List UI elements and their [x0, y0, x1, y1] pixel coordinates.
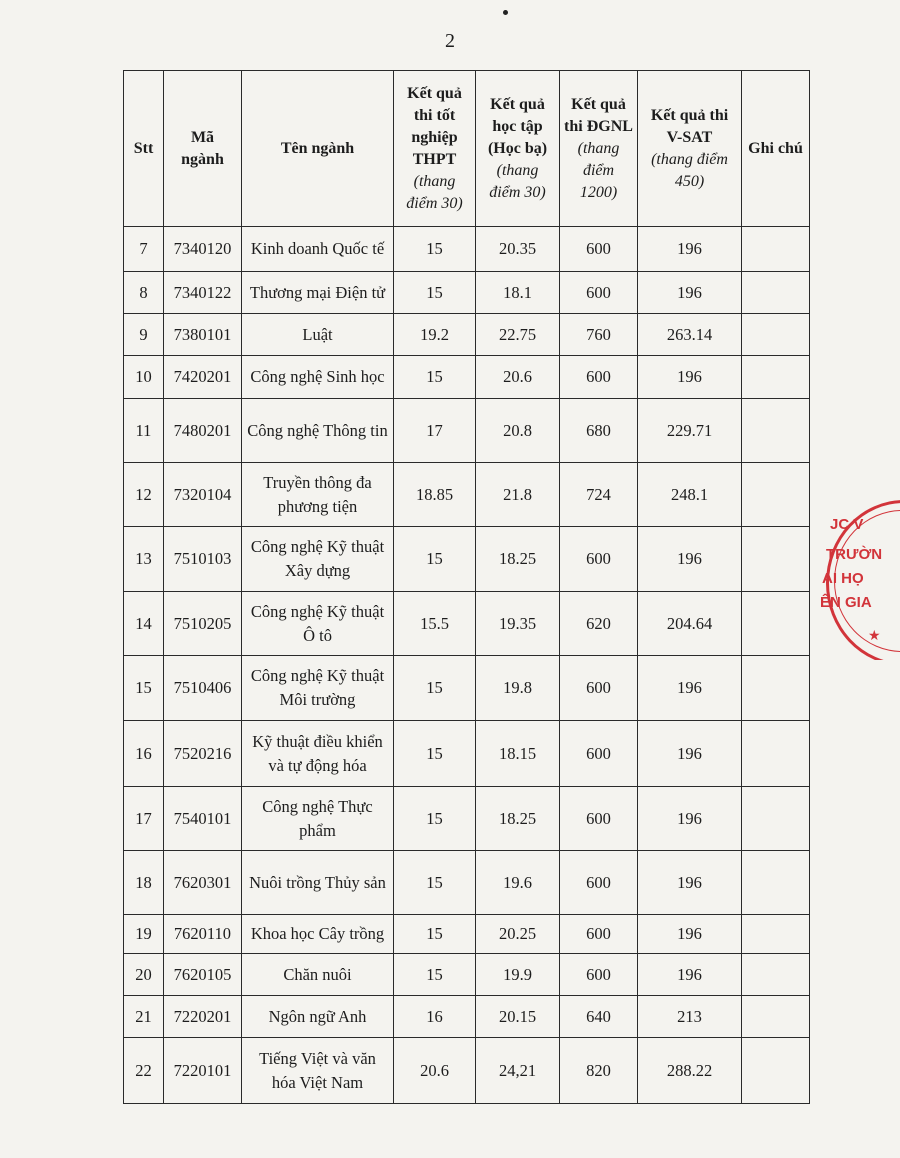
cell-note	[742, 996, 810, 1038]
table-header-row	[124, 71, 810, 227]
cell-hocba: 22.75	[476, 314, 560, 356]
cell-dgnl: 600	[560, 915, 638, 954]
cell-vsat: 196	[638, 356, 742, 399]
cell-stt: 19	[124, 915, 164, 954]
cell-code: 7510103	[164, 527, 242, 592]
cell-hocba: 18.25	[476, 787, 560, 851]
cell-vsat: 213	[638, 996, 742, 1038]
cell-code: 7480201	[164, 399, 242, 463]
cell-thpt: 15	[394, 954, 476, 996]
cell-code: 7620105	[164, 954, 242, 996]
cell-hocba: 19.6	[476, 851, 560, 915]
cell-hocba: 20.15	[476, 996, 560, 1038]
cell-name: Ngôn ngữ Anh	[242, 996, 394, 1038]
table-row	[124, 592, 810, 656]
cell-dgnl: 680	[560, 399, 638, 463]
cell-code: 7220201	[164, 996, 242, 1038]
cell-code: 7510205	[164, 592, 242, 656]
cell-thpt: 15	[394, 851, 476, 915]
cell-stt: 16	[124, 721, 164, 787]
cell-vsat: 196	[638, 527, 742, 592]
cell-hocba: 19.8	[476, 656, 560, 721]
cell-stt: 10	[124, 356, 164, 399]
cell-name: Công nghệ Sinh học	[242, 356, 394, 399]
cell-vsat: 196	[638, 656, 742, 721]
table-row	[124, 272, 810, 314]
cell-stt: 20	[124, 954, 164, 996]
cell-name: Thương mại Điện tử	[242, 272, 394, 314]
table-body	[124, 227, 810, 1104]
cell-dgnl: 600	[560, 527, 638, 592]
cell-hocba: 20.6	[476, 356, 560, 399]
table-row	[124, 996, 810, 1038]
cell-note	[742, 272, 810, 314]
cell-dgnl: 620	[560, 592, 638, 656]
cell-code: 7620301	[164, 851, 242, 915]
cell-note	[742, 314, 810, 356]
table-row	[124, 227, 810, 272]
cell-hocba: 20.35	[476, 227, 560, 272]
cell-note	[742, 463, 810, 527]
cell-dgnl: 600	[560, 272, 638, 314]
cell-thpt: 15	[394, 787, 476, 851]
header-vsat: Kết quả thi V-SAT (thang điểm 450)	[638, 71, 742, 227]
cell-thpt: 15	[394, 721, 476, 787]
cell-stt: 22	[124, 1038, 164, 1104]
cell-note	[742, 592, 810, 656]
cell-name: Kinh doanh Quốc tế	[242, 227, 394, 272]
cell-hocba: 21.8	[476, 463, 560, 527]
cell-code: 7620110	[164, 915, 242, 954]
cell-note	[742, 851, 810, 915]
cell-code: 7420201	[164, 356, 242, 399]
cell-hocba: 19.9	[476, 954, 560, 996]
cell-note	[742, 915, 810, 954]
cell-thpt: 15	[394, 915, 476, 954]
cell-dgnl: 600	[560, 851, 638, 915]
cell-name: Công nghệ Kỹ thuật Ô tô	[242, 592, 394, 656]
cell-note	[742, 954, 810, 996]
cell-name: Truyền thông đa phương tiện	[242, 463, 394, 527]
cell-dgnl: 600	[560, 656, 638, 721]
cell-stt: 9	[124, 314, 164, 356]
cell-thpt: 18.85	[394, 463, 476, 527]
cell-vsat: 263.14	[638, 314, 742, 356]
cell-code: 7340120	[164, 227, 242, 272]
cell-name: Công nghệ Kỹ thuật Xây dựng	[242, 527, 394, 592]
cell-vsat: 229.71	[638, 399, 742, 463]
cell-stt: 12	[124, 463, 164, 527]
cell-note	[742, 227, 810, 272]
cell-note	[742, 527, 810, 592]
cell-hocba: 20.25	[476, 915, 560, 954]
cell-dgnl: 600	[560, 227, 638, 272]
cell-stt: 21	[124, 996, 164, 1038]
header-hocba: Kết quả học tập (Học bạ) (thang điểm 30)	[476, 71, 560, 227]
cell-code: 7520216	[164, 721, 242, 787]
table-row	[124, 1038, 810, 1104]
cell-vsat: 196	[638, 227, 742, 272]
table-row	[124, 851, 810, 915]
cell-note	[742, 787, 810, 851]
cell-name: Công nghệ Thực phẩm	[242, 787, 394, 851]
scan-dot-mark	[503, 10, 508, 15]
cell-thpt: 15	[394, 656, 476, 721]
cell-thpt: 19.2	[394, 314, 476, 356]
cell-vsat: 248.1	[638, 463, 742, 527]
cell-thpt: 20.6	[394, 1038, 476, 1104]
table-row	[124, 314, 810, 356]
cell-code: 7510406	[164, 656, 242, 721]
cell-thpt: 15	[394, 527, 476, 592]
cell-dgnl: 600	[560, 721, 638, 787]
table-row	[124, 527, 810, 592]
cell-code: 7320104	[164, 463, 242, 527]
cell-hocba: 18.25	[476, 527, 560, 592]
cell-stt: 17	[124, 787, 164, 851]
cell-vsat: 288.22	[638, 1038, 742, 1104]
cell-name: Chăn nuôi	[242, 954, 394, 996]
cell-thpt: 16	[394, 996, 476, 1038]
header-dgnl: Kết quả thi ĐGNL (thang điểm 1200)	[560, 71, 638, 227]
cell-thpt: 15	[394, 272, 476, 314]
cell-vsat: 204.64	[638, 592, 742, 656]
table-row	[124, 656, 810, 721]
cell-dgnl: 600	[560, 954, 638, 996]
table-row	[124, 399, 810, 463]
cell-thpt: 17	[394, 399, 476, 463]
cell-name: Công nghệ Kỹ thuật Môi trường	[242, 656, 394, 721]
cell-vsat: 196	[638, 272, 742, 314]
header-note: Ghi chú	[742, 71, 810, 227]
cell-thpt: 15.5	[394, 592, 476, 656]
table-row	[124, 721, 810, 787]
cell-hocba: 19.35	[476, 592, 560, 656]
cell-stt: 14	[124, 592, 164, 656]
cell-dgnl: 600	[560, 356, 638, 399]
header-code: Mã ngành	[164, 71, 242, 227]
header-name: Tên ngành	[242, 71, 394, 227]
cell-stt: 8	[124, 272, 164, 314]
cell-stt: 7	[124, 227, 164, 272]
page-number: 2	[445, 30, 455, 52]
cell-vsat: 196	[638, 851, 742, 915]
table-row	[124, 915, 810, 954]
cell-vsat: 196	[638, 954, 742, 996]
cell-hocba: 18.1	[476, 272, 560, 314]
cell-thpt: 15	[394, 227, 476, 272]
cell-dgnl: 600	[560, 787, 638, 851]
cell-code: 7340122	[164, 272, 242, 314]
table-row	[124, 787, 810, 851]
cell-stt: 18	[124, 851, 164, 915]
cell-vsat: 196	[638, 721, 742, 787]
table-row	[124, 463, 810, 527]
cell-name: Khoa học Cây trồng	[242, 915, 394, 954]
cell-name: Công nghệ Thông tin	[242, 399, 394, 463]
cell-dgnl: 724	[560, 463, 638, 527]
red-seal-stamp: JC V TRƯỜN ẠI HỌ ÊN GIA ★	[818, 500, 900, 660]
cell-note	[742, 656, 810, 721]
cell-dgnl: 820	[560, 1038, 638, 1104]
cell-code: 7540101	[164, 787, 242, 851]
cell-hocba: 20.8	[476, 399, 560, 463]
cell-stt: 15	[124, 656, 164, 721]
cell-name: Tiếng Việt và văn hóa Việt Nam	[242, 1038, 394, 1104]
cell-vsat: 196	[638, 787, 742, 851]
cell-note	[742, 1038, 810, 1104]
admission-score-table	[123, 70, 810, 1104]
cell-code: 7380101	[164, 314, 242, 356]
cell-dgnl: 640	[560, 996, 638, 1038]
table-row	[124, 954, 810, 996]
cell-note	[742, 721, 810, 787]
header-stt: Stt	[124, 71, 164, 227]
cell-code: 7220101	[164, 1038, 242, 1104]
cell-note	[742, 399, 810, 463]
cell-vsat: 196	[638, 915, 742, 954]
cell-name: Luật	[242, 314, 394, 356]
cell-name: Nuôi trồng Thủy sản	[242, 851, 394, 915]
cell-thpt: 15	[394, 356, 476, 399]
table-row	[124, 356, 810, 399]
cell-note	[742, 356, 810, 399]
cell-stt: 11	[124, 399, 164, 463]
cell-stt: 13	[124, 527, 164, 592]
cell-hocba: 18.15	[476, 721, 560, 787]
cell-dgnl: 760	[560, 314, 638, 356]
header-thpt: Kết quả thi tốt nghiệp THPT (thang điểm 30)	[394, 71, 476, 227]
cell-hocba: 24,21	[476, 1038, 560, 1104]
cell-name: Kỹ thuật điều khiển và tự động hóa	[242, 721, 394, 787]
